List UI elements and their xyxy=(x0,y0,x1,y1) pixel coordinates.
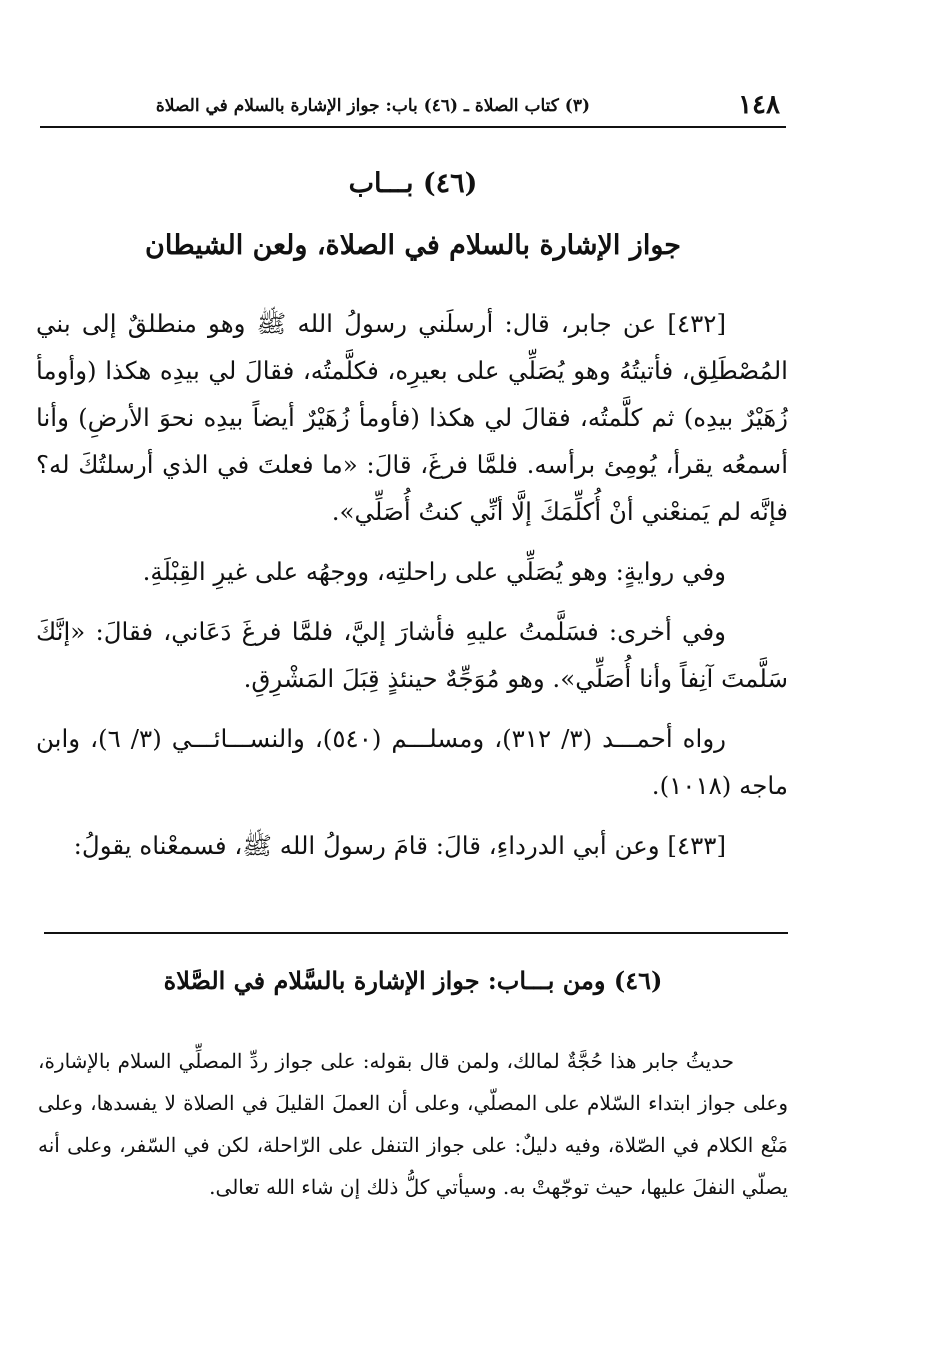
chapter-title: جواز الإشارة بالسلام في الصلاة، ولعن الشيطان xyxy=(145,230,681,261)
commentary-text xyxy=(38,1040,788,1208)
commentary-paragraph: حديثُ جابر هذا حُجَّةٌ لمالك، ولمن قال بقوله: على جواز ردِّ المصلِّي السلام بالإشارة، وعلى جواز ابتداء السّلام على المصلّي، وعلى أن العملَ القليلَ في الصلاة لا يفسدها، وعلى مَنْع الكلام في الصّلاة، وفيه دليلٌ: على جواز التنفل على الرّاحلة، لكن في السّفر، وعلى أنه يصلّي النفلَ عليها، حيث توجّهتْ به. وسيأتي كلُّ ذلك إن شاء الله تعالى. xyxy=(38,1049,788,1199)
narration-variant: وفي روايةٍ: وهو يُصَلِّي على راحلتِه، ووجهُه على غيرِ القِبْلَةِ. xyxy=(142,557,726,586)
section-divider xyxy=(44,932,788,934)
page-number: ١٤٨ xyxy=(738,90,780,120)
hadith-paragraph: [٤٣٣] وعن أبي الدرداءِ، قالَ: قامَ رسولُ الله ﷺ، فسمعْناه يقولُ: xyxy=(73,831,726,860)
chapter-number: (٤٦) بـــاب xyxy=(348,168,478,199)
narration-variant: وفي أخرى: فسَلَّمتُ عليهِ فأشارَ إليَّ، فلمَّا فرغَ دَعَاني، فقالَ: «إنَّكَ سَلَّمتَ آنِفاً وأنا أُصَلِّي». وهو مُوَجِّهٌ حينئذٍ قِبَلَ المَشْرِقِ. xyxy=(36,617,788,693)
running-header xyxy=(40,86,786,128)
commentary-title: (٤٦) ومن بـــاب: جواز الإشارة بالسَّلام في الصَّلاة xyxy=(163,966,663,995)
source-citation: رواه أحمـــد (٣/ ٣١٢)، ومسلـــم (٥٤٠)، والنســـائـــي (٣/ ٦)، وابن ماجه (١٠١٨). xyxy=(36,724,788,800)
hadith-text xyxy=(36,300,788,882)
hadith-paragraph: [٤٣٢] عن جابر، قال: أرسلَني رسولُ الله ﷺ وهو منطلقٌ إلى بني المُصْطَلِق، فأتيتُهُ وهو يُصَلِّي على بعيرِه، فكلَّمتُه، فقالَ لي بيدِه هكذا (وأومأ زُهَيْرٌ بيدِه) ثم كلَّمتُه، فقالَ لي هكذا (فأومأ زُهَيْرٌ أيضاً بيدِه نحوَ الأرضِ) وأنا أسمعُه يقرأ، يُومِئ برأسه. فلمَّا فرغَ، قالَ: «ما فعلتَ في الذي أرسلتُكَ له؟ فإنَّه لم يَمنعْني أنْ أُكلِّمَكَ إلَّا أنِّي كنتُ أُصَلِّي». xyxy=(36,309,788,526)
header-title: (٣) كتاب الصلاة ـ (٤٦) باب: جواز الإشارة بالسلام في الصلاة xyxy=(155,96,590,116)
